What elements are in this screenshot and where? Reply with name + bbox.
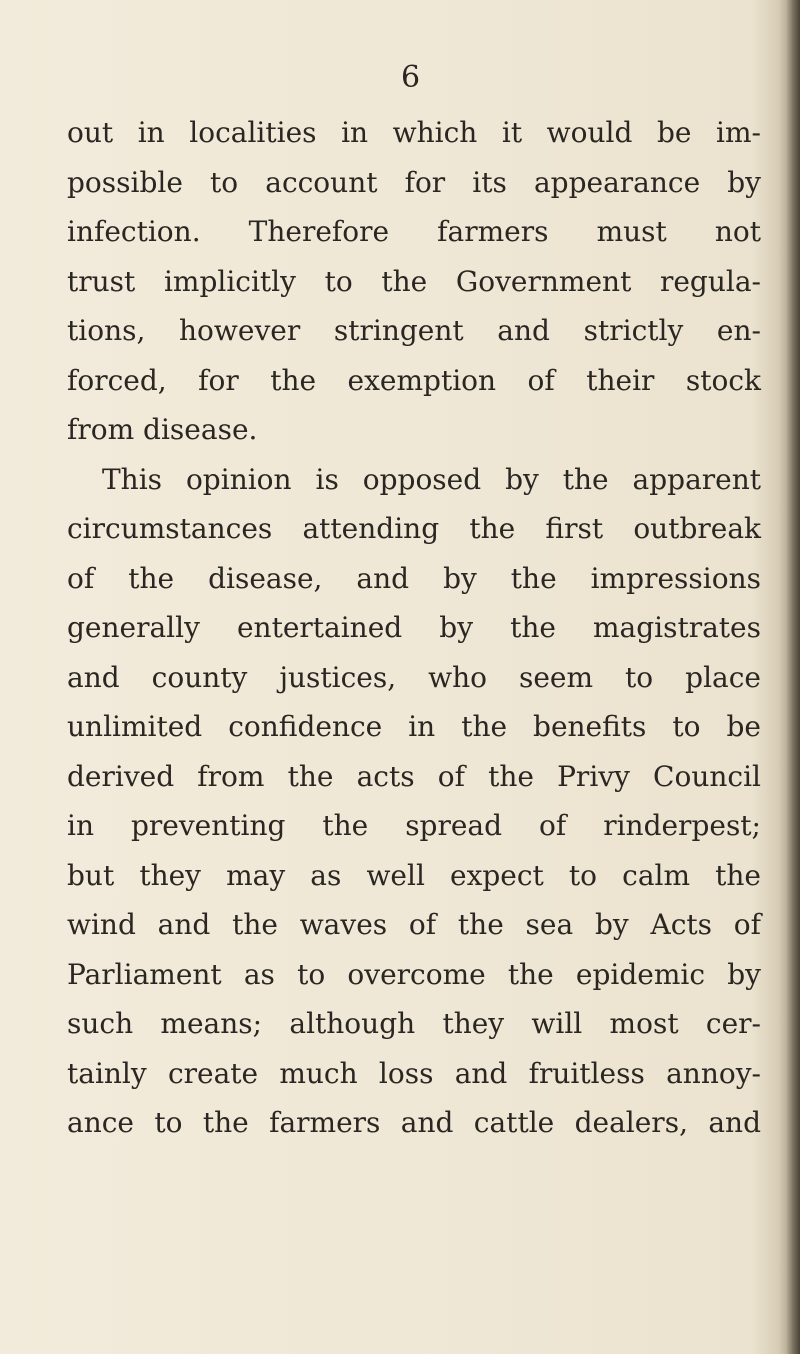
- text-line: possible to account for its appearance by: [67, 165, 761, 199]
- text-line: Parliament as to overcome the epidemic by: [67, 957, 761, 991]
- text-line: of the disease, and by the impressions: [67, 561, 761, 595]
- text-line: out in localities in which it would be im-: [67, 116, 761, 149]
- text-line: generally entertained by the magistrates: [67, 611, 761, 644]
- text-line: infection. Therefore farmers must not: [67, 215, 761, 248]
- text-line: tions, however stringent and strictly en-: [67, 314, 761, 347]
- text-line: This opinion is opposed by the apparent: [102, 462, 761, 496]
- text-line: circumstances attending the first outbreak: [67, 512, 761, 545]
- text-line: ance to the farmers and cattle dealers, and: [67, 1106, 761, 1139]
- text-line: unlimited confidence in the benefits to be: [67, 710, 761, 743]
- text-line: in preventing the spread of rinderpest;: [67, 809, 761, 842]
- text-line: and county justices, who seem to place: [67, 660, 761, 694]
- page-number: 6: [401, 60, 421, 95]
- text-line: derived from the acts of the Privy Council: [67, 759, 761, 793]
- text-line: such means; although they will most cer-: [67, 1007, 761, 1040]
- text-line: but they may as well expect to calm the: [67, 858, 761, 892]
- text-line: tainly create much loss and fruitless annoy-: [67, 1056, 761, 1090]
- text-line: trust implicitly to the Government regula-: [67, 264, 761, 298]
- body-text: [67, 108, 761, 1148]
- text-line: wind and the waves of the sea by Acts of: [67, 908, 761, 941]
- text-line: from disease.: [67, 413, 258, 446]
- page-edge-shadow: [778, 0, 800, 1354]
- text-line: forced, for the exemption of their stock: [67, 363, 761, 397]
